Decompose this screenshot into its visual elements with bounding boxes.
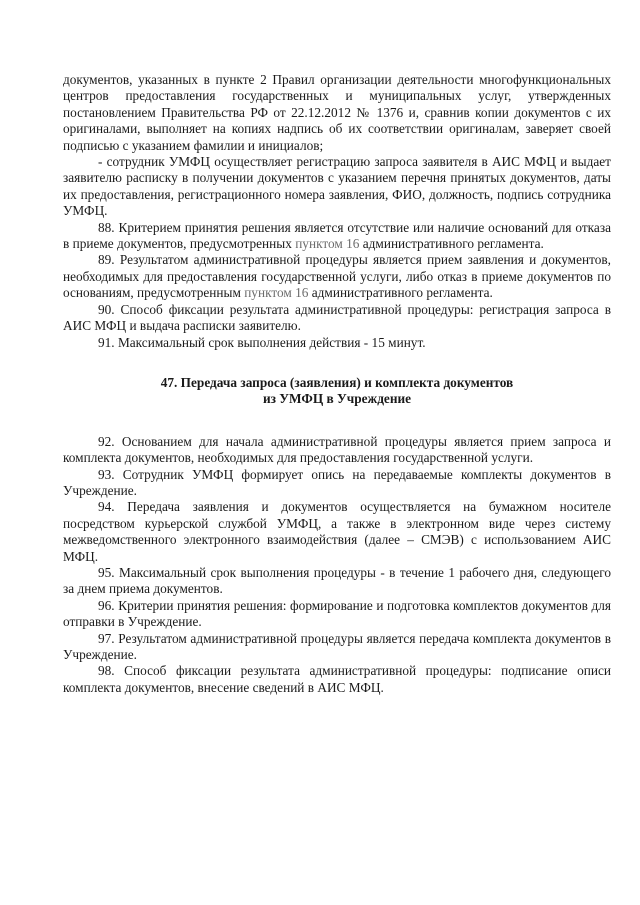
paragraph-89-link[interactable]: пунктом 16	[244, 285, 309, 301]
paragraph-88-text-end: административного регламента.	[359, 236, 544, 252]
paragraph-96: 96. Критерии принятия решения: формирование и подготовка комплектов документов для отправки в Учреждение.	[63, 597, 611, 630]
section-heading	[63, 375, 611, 408]
paragraph-98: 98. Способ фиксации результата административной процедуры: подписание описи комплекта документов, внесение сведений в АИС МФЦ.	[63, 663, 611, 695]
paragraph-97: 97. Результатом административной процедуры является передача комплекта документов в Учреждение.	[63, 630, 611, 662]
paragraph-93: 93. Сотрудник УМФЦ формирует опись на передаваемые комплекты документов в Учреждение.	[63, 466, 611, 498]
section-heading-line-1: 47. Передача запроса (заявления) и комплекта документов	[160, 374, 514, 390]
document-page	[63, 72, 611, 696]
paragraph-89	[63, 252, 611, 301]
paragraph-90: 90. Способ фиксации результата административной процедуры: регистрация запроса в АИС МФЦ и выдача расписки заявителю.	[63, 301, 611, 334]
paragraph-92: 92. Основанием для начала административной процедуры является прием запроса и комплекта документов, необходимых для предоставления государственной услуги.	[63, 433, 611, 466]
paragraph-88	[63, 220, 611, 253]
paragraph-continuation: документов, указанных в пункте 2 Правил организации деятельности многофункциональных центров предоставления государственных и муниципальных услуг, утвержденных постановлением Правительства РФ от 22.12.2012 № 1376 и, сравнив копии документов с их оригиналами, выполняет на копиях надпись об их соответствии оригиналам, заверяет своей подписью с указанием фамилии и инициалов;	[63, 72, 611, 153]
paragraph-89-text: 89. Результатом административной процедуры является прием заявления и документов, необходимых для предоставления государственной услуги, либо отказ в приеме документов по основаниям, предусмотренным	[63, 252, 611, 301]
paragraph-88-text: 88. Критерием принятия решения является отсутствие или наличие оснований для отказа в приеме документов, предусмотренных	[63, 219, 611, 252]
paragraph-89-text-end: административного регламента.	[308, 285, 493, 301]
paragraph-91: 91. Максимальный срок выполнения действия - 15 минут.	[98, 334, 426, 350]
paragraph-88-link[interactable]: пунктом 16	[295, 236, 360, 252]
paragraph-95: 95. Максимальный срок выполнения процедуры - в течение 1 рабочего дня, следующего за днем приема документов.	[63, 564, 611, 597]
section-heading-line-2: из УМФЦ в Учреждение	[262, 391, 412, 407]
paragraph-94: 94. Передача заявления и документов осуществляется на бумажном носителе посредством курьерской службой УМФЦ, а также в электронном виде через систему межведомственного электронного взаимодействия (далее – СМЭВ) с использованием АИС МФЦ.	[63, 499, 611, 564]
paragraph-umfc-registration: - сотрудник УМФЦ осуществляет регистрацию запроса заявителя в АИС МФЦ и выдает заявителю расписку в получении документов с указанием перечня принятых документов, даты их предоставления, регистрационного номера заявления, ФИО, должность, подпись сотрудника УМФЦ.	[63, 154, 611, 219]
